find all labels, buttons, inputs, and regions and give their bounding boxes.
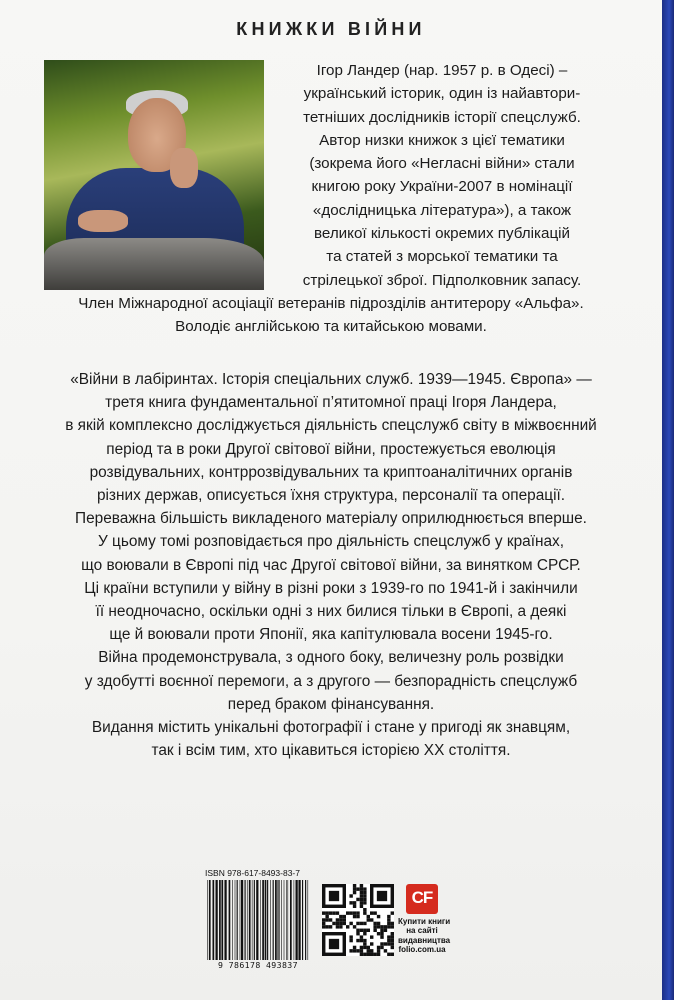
qr-module xyxy=(367,918,370,921)
qr-module xyxy=(384,942,387,945)
publisher-caption-line: Купити книги xyxy=(398,917,451,926)
qr-module xyxy=(391,925,394,928)
barcode-bar xyxy=(237,880,238,960)
barcode-bar xyxy=(308,880,309,960)
barcode-bar xyxy=(260,880,261,960)
bio-line: Член Міжнародної асоціації ветеранів підрозділів антитерору «Альфа». xyxy=(78,295,584,312)
barcode-bar xyxy=(302,880,303,960)
qr-module xyxy=(353,891,356,894)
qr-module xyxy=(380,929,383,932)
publisher-caption xyxy=(398,917,451,955)
barcode-bar xyxy=(252,880,253,960)
qr-module xyxy=(360,901,363,904)
qr-module xyxy=(336,922,339,925)
qr-module xyxy=(349,935,352,938)
barcode-bar xyxy=(224,880,226,960)
bio-line: великої кількості окремих публікацій xyxy=(313,225,571,243)
description-line: що воювали в Європі під час Другої світової війни, за винятком СРСР. xyxy=(81,556,581,574)
qr-module xyxy=(356,922,359,925)
qr-module xyxy=(325,918,328,921)
barcode-bar xyxy=(275,880,277,960)
qr-module xyxy=(360,905,363,908)
qr-module xyxy=(391,946,394,949)
qr-module xyxy=(322,911,325,914)
barcode-bar xyxy=(267,880,268,960)
barcode-bar xyxy=(219,880,221,960)
publisher-website[interactable]: folio.com.ua xyxy=(398,945,446,955)
qr-module xyxy=(373,922,376,925)
qr-module xyxy=(391,935,394,938)
qr-module xyxy=(336,911,339,914)
qr-module xyxy=(353,905,356,908)
barcode-bar xyxy=(281,880,282,960)
barcode-bar xyxy=(221,880,223,960)
qr-module xyxy=(377,925,380,928)
qr-module xyxy=(370,918,373,921)
qr-module xyxy=(360,891,363,894)
barcode-bar xyxy=(207,880,208,960)
author-photo-hand xyxy=(170,148,198,188)
qr-module xyxy=(349,939,352,942)
qr-module xyxy=(356,939,359,942)
qr-module xyxy=(387,922,390,925)
barcode-bar xyxy=(270,880,271,960)
isbn-label: ISBN 978-617-8493-83-7 xyxy=(205,868,300,878)
qr-module xyxy=(387,939,390,942)
publisher-caption-line: видавництва xyxy=(398,935,451,945)
qr-module xyxy=(339,925,342,928)
qr-module xyxy=(336,918,339,921)
qr-module xyxy=(380,935,383,938)
bio-line: Володіє англійською та китайською мовами. xyxy=(175,318,487,336)
barcode-bar xyxy=(232,880,233,960)
qr-module xyxy=(360,949,363,952)
qr-module xyxy=(325,915,328,918)
qr-module xyxy=(349,894,352,897)
barcode-bar xyxy=(245,880,246,960)
qr-module xyxy=(322,922,325,925)
publisher-block xyxy=(398,884,451,955)
qr-module xyxy=(391,932,394,935)
qr-module xyxy=(363,929,366,932)
qr-finder xyxy=(329,939,339,949)
barcode-bar xyxy=(229,880,231,960)
description-line: ще й воювали проти Японії, яка капітулювала восени 1945-го. xyxy=(109,626,553,644)
description-line: перед браком фінансування. xyxy=(227,695,435,713)
qr-module xyxy=(391,911,394,914)
description-line: Ці країни вступили у війну в різні роки з 1939-го по 1941-й і закінчили xyxy=(84,579,578,597)
barcode-bar xyxy=(256,880,258,960)
barcode-bar xyxy=(298,880,300,960)
barcode-bar xyxy=(279,880,280,960)
bio-line: тетніших дослідників історії спецслужб. xyxy=(303,108,581,126)
qr-module xyxy=(391,939,394,942)
bio-line: український історик, один із найавтори- xyxy=(303,85,581,103)
barcode-bar xyxy=(254,880,255,960)
qr-module xyxy=(363,901,366,904)
qr-module xyxy=(356,898,359,901)
bio-line: «дослідницька література»), а також xyxy=(312,201,572,219)
barcode-bar xyxy=(262,880,264,960)
qr-module xyxy=(360,898,363,901)
description-line: Війна продемонструвала, з одного боку, величезну роль розвідки xyxy=(98,649,564,667)
qr-module xyxy=(373,953,376,956)
bio-line: (зокрема його «Негласні війни» стали xyxy=(309,155,575,173)
qr-module xyxy=(329,925,332,928)
qr-module xyxy=(329,918,332,921)
qr-module xyxy=(332,922,335,925)
book-description xyxy=(0,368,662,762)
qr-module xyxy=(360,935,363,938)
qr-finder xyxy=(329,891,339,901)
qr-module xyxy=(384,925,387,928)
qr-module xyxy=(370,942,373,945)
description-line: різних держав, описується їхня структура, персоналії та операції. xyxy=(96,487,566,505)
qr-module xyxy=(353,925,356,928)
barcode-bar xyxy=(273,880,274,960)
barcode-bar xyxy=(216,880,218,960)
qr-module xyxy=(353,949,356,952)
qr-module xyxy=(391,922,394,925)
qr-module xyxy=(325,925,328,928)
qr-module xyxy=(353,901,356,904)
qr-module xyxy=(353,946,356,949)
qr-module xyxy=(380,946,383,949)
author-photo-rock xyxy=(44,238,264,290)
description-line: її неодночасно, оскільки одні з них билися тільки в Європі, а деякі xyxy=(95,603,567,621)
qr-module xyxy=(367,953,370,956)
qr-module xyxy=(343,922,346,925)
barcode-bar xyxy=(290,880,292,960)
description-line: в якій комплексно досліджується діяльність спецслужб світу в міжвоєнний xyxy=(65,417,597,435)
qr-module xyxy=(339,922,342,925)
barcode-bars xyxy=(205,880,311,960)
qr-module xyxy=(325,911,328,914)
description-line: третя книга фундаментальної п’ятитомної праці Ігоря Ландера, xyxy=(105,394,557,412)
qr-module xyxy=(363,898,366,901)
bio-line: та статей з морської тематики та xyxy=(326,248,558,266)
qr-module xyxy=(363,953,366,956)
barcode-bar xyxy=(209,880,211,960)
qr-module xyxy=(384,949,387,952)
qr-module xyxy=(356,911,359,914)
qr-module xyxy=(336,925,339,928)
qr-module xyxy=(373,911,376,914)
description-line: У цьому томі розповідається про діяльність спецслужб у країнах, xyxy=(97,533,565,551)
barcode-bar xyxy=(265,880,267,960)
qr-module xyxy=(360,922,363,925)
qr-module xyxy=(377,932,380,935)
description-line: Видання містить унікальні фотографії і стане у пригоді як знавцям, xyxy=(91,719,571,737)
qr-module xyxy=(387,915,390,918)
qr-module xyxy=(391,942,394,945)
qr-module xyxy=(377,922,380,925)
qr-module xyxy=(349,901,352,904)
qr-module xyxy=(353,915,356,918)
qr-module xyxy=(363,939,366,942)
barcode-bar xyxy=(277,880,278,960)
qr-module xyxy=(329,911,332,914)
qr-module xyxy=(387,925,390,928)
qr-module xyxy=(349,922,352,925)
qr-module xyxy=(363,911,366,914)
barcode-bar xyxy=(235,880,236,960)
qr-module xyxy=(360,887,363,890)
qr-module xyxy=(373,925,376,928)
book-spine-edge xyxy=(662,0,674,1000)
qr-module xyxy=(391,953,394,956)
publisher-logo-letters: CF xyxy=(411,888,433,907)
qr-module xyxy=(360,929,363,932)
bio-line: книгою року України-2007 в номінації xyxy=(311,178,573,196)
qr-module xyxy=(377,946,380,949)
qr-module xyxy=(387,935,390,938)
qr-module xyxy=(356,887,359,890)
bio-line: стрілецької зброї. Підполковник запасу. xyxy=(302,271,582,289)
qr-module xyxy=(363,891,366,894)
qr-module xyxy=(373,929,376,932)
bio-line: Автор низки книжок з цієї тематики xyxy=(319,131,565,149)
barcode-bar xyxy=(305,880,306,960)
qr-finder xyxy=(377,891,387,901)
qr-module xyxy=(367,949,370,952)
qr-module xyxy=(370,949,373,952)
series-title: КНИЖКИ ВІЙНИ xyxy=(236,19,426,39)
barcode-bar xyxy=(249,880,251,960)
qr-module xyxy=(367,929,370,932)
qr-module xyxy=(363,887,366,890)
qr-module xyxy=(360,939,363,942)
description-line: так і всім тим, хто цікавиться історією XX століття. xyxy=(151,742,511,760)
qr-module xyxy=(360,884,363,887)
qr-module xyxy=(360,946,363,949)
bio-line: Ігор Ландер (нар. 1957 р. в Одесі) – xyxy=(316,62,568,79)
qr-module xyxy=(356,949,359,952)
qr-module xyxy=(322,918,325,921)
author-photo-arm xyxy=(78,210,128,232)
qr-module xyxy=(387,953,390,956)
qr-module xyxy=(346,911,349,914)
qr-module xyxy=(339,915,342,918)
barcode-bar xyxy=(240,880,241,960)
qr-module xyxy=(332,911,335,914)
qr-module xyxy=(380,925,383,928)
qr-module xyxy=(367,915,370,918)
qr-module xyxy=(380,932,383,935)
qr-module xyxy=(360,894,363,897)
qr-module xyxy=(353,911,356,914)
qr-module xyxy=(343,918,346,921)
description-line: у здобутті воєнної перемоги, а з другого — безпорадність спецслужб xyxy=(84,672,578,690)
qr-module xyxy=(384,929,387,932)
qr-module xyxy=(377,915,380,918)
qr-module xyxy=(370,953,373,956)
qr-module xyxy=(349,949,352,952)
barcode-bar xyxy=(284,880,285,960)
barcode-bar xyxy=(247,880,248,960)
qr-module xyxy=(356,932,359,935)
author-bio-full-width xyxy=(0,292,662,339)
qr-module xyxy=(363,922,366,925)
description-line: період та в роки Другої світової війни, простежується еволюція xyxy=(106,440,556,458)
qr-module xyxy=(377,953,380,956)
qr-module xyxy=(363,942,366,945)
author-bio-beside-photo xyxy=(272,59,612,292)
qr-module xyxy=(349,911,352,914)
description-line: Переважна більшість викладеного матеріалу оприлюднюється вперше. xyxy=(75,510,587,528)
qr-module xyxy=(363,894,366,897)
qr-module xyxy=(387,942,390,945)
barcode-bar xyxy=(294,880,295,960)
description-line: розвідувальних, контррозвідувальних та криптоаналітичних органів xyxy=(89,463,573,481)
qr-module xyxy=(339,918,342,921)
barcode-bar xyxy=(241,880,243,960)
qr-module xyxy=(356,929,359,932)
qr-module xyxy=(356,915,359,918)
qr-module xyxy=(353,884,356,887)
qr-module xyxy=(343,915,346,918)
barcode-bar xyxy=(296,880,298,960)
barcode-bar xyxy=(288,880,289,960)
qr-module xyxy=(387,918,390,921)
qr-module xyxy=(380,942,383,945)
qr-module xyxy=(363,908,366,911)
qr-module xyxy=(360,953,363,956)
description-line: «Війни в лабіринтах. Історія спеціальних служб. 1939—1945. Європа» — xyxy=(70,371,592,388)
qr-module xyxy=(370,911,373,914)
barcode-bar xyxy=(213,880,215,960)
qr-module xyxy=(353,887,356,890)
barcode-bar xyxy=(286,880,287,960)
isbn-barcode xyxy=(205,868,311,980)
publisher-logo xyxy=(406,884,438,914)
qr-module xyxy=(377,949,380,952)
publisher-caption-line: на сайті xyxy=(406,926,438,936)
qr-module xyxy=(363,946,366,949)
qr-module xyxy=(370,935,373,938)
qr-module xyxy=(322,925,325,928)
qr-code-icon xyxy=(322,884,394,956)
qr-module xyxy=(367,946,370,949)
qr-module xyxy=(346,925,349,928)
author-photo xyxy=(44,60,264,290)
qr-module xyxy=(363,932,366,935)
barcode-number: 9 786178 493837 xyxy=(218,960,298,970)
